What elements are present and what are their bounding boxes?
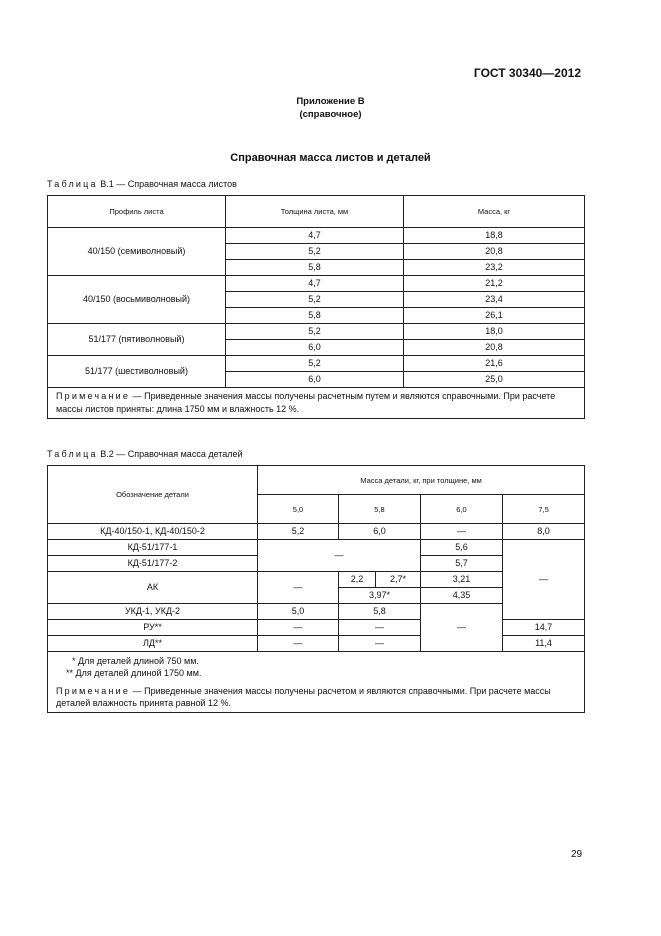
table2-note-row	[48, 652, 585, 713]
mass-cell: 5,0	[258, 604, 339, 620]
mass-cell: 23,2	[404, 260, 585, 276]
mass-cell: 23,4	[404, 292, 585, 308]
table2-caption-prefix: Таблица	[47, 449, 98, 459]
mass-cell: 5,2	[258, 524, 339, 540]
table1-header-profile: Профиль листа	[48, 196, 226, 228]
table-row	[48, 524, 585, 540]
table2-header-mass: Масса детали, кг, при толщине, мм	[258, 466, 585, 495]
mass-cell: —	[258, 572, 339, 604]
mass-cell: 20,8	[404, 244, 585, 260]
mass-cell: 14,7	[503, 620, 585, 636]
table-row	[48, 324, 585, 340]
section-title: Справочная масса листов и деталей	[230, 152, 431, 164]
mass-cell: —	[339, 620, 421, 636]
mass-cell: 21,6	[404, 356, 585, 372]
part-name-cell: КД-51/177-1	[48, 540, 258, 556]
mass-cell: —	[421, 524, 503, 540]
mass-cell: —	[339, 636, 421, 652]
sheet-mass-table	[47, 195, 585, 419]
thickness-header: 6,0	[421, 495, 503, 524]
part-name-cell: ЛД**	[48, 636, 258, 652]
footnote-1: * Для деталей длиной 750 мм.	[72, 656, 199, 666]
table2-note-prefix: Примечание	[56, 686, 131, 696]
mass-cell: —	[258, 620, 339, 636]
standard-number: ГОСТ 30340—2012	[473, 66, 581, 80]
part-name-cell: УКД-1, УКД-2	[48, 604, 258, 620]
table-row	[48, 620, 585, 636]
part-name-cell: РУ**	[48, 620, 258, 636]
mass-cell: 6,0	[339, 524, 421, 540]
thickness-cell: 5,2	[226, 324, 404, 340]
thickness-cell: 5,2	[226, 356, 404, 372]
table-row	[48, 636, 585, 652]
table2-note-body	[56, 686, 551, 708]
mass-cell: 8,0	[503, 524, 585, 540]
table1-header-thickness: Толщина листа, мм	[226, 196, 404, 228]
table2-caption	[47, 449, 243, 459]
table2-note-text: — Приведенные значения массы получены расчетом и являются справочными. При расчете массы деталей влажность принята равной 12 %.	[56, 686, 551, 708]
table2-header-part: Обозначение детали	[48, 466, 258, 524]
table1-note-row	[48, 388, 585, 419]
mass-cell: 5,8	[339, 604, 421, 620]
mass-cell: 11,4	[503, 636, 585, 652]
table2-caption-text: В.2 — Справочная масса деталей	[97, 449, 243, 459]
part-name-cell: АК	[48, 572, 258, 604]
thickness-header: 5,8	[339, 495, 421, 524]
mass-cell: 2,2	[339, 572, 376, 588]
mass-cell: 5,6	[421, 540, 503, 556]
thickness-cell: 5,8	[226, 308, 404, 324]
profile-cell: 51/177 (пятиволновый)	[48, 324, 226, 356]
part-name-cell: КД-51/177-2	[48, 556, 258, 572]
footnote-2: ** Для деталей длиной 1750 мм.	[66, 668, 202, 678]
thickness-cell: 4,7	[226, 276, 404, 292]
table1-caption-text: В.1 — Справочная масса листов	[97, 179, 237, 189]
table2-note	[48, 652, 585, 713]
table1-header-row	[48, 196, 585, 228]
part-mass-table	[47, 465, 585, 713]
appendix-heading	[0, 95, 661, 121]
thickness-header: 7,5	[503, 495, 585, 524]
table-row	[48, 540, 585, 556]
thickness-cell: 5,8	[226, 260, 404, 276]
thickness-cell: 4,7	[226, 228, 404, 244]
mass-cell: 21,2	[404, 276, 585, 292]
thickness-cell: 5,2	[226, 292, 404, 308]
table1-header-mass: Масса, кг	[404, 196, 585, 228]
part-name-cell: КД-40/150-1, КД-40/150-2	[48, 524, 258, 540]
mass-cell: 25,0	[404, 372, 585, 388]
page-number: 29	[571, 849, 583, 860]
appendix-subtitle: (справочное)	[299, 109, 362, 120]
profile-cell: 40/150 (семиволновый)	[48, 228, 226, 276]
mass-cell: 18,0	[404, 324, 585, 340]
table-row	[48, 356, 585, 372]
mass-cell: —	[258, 636, 339, 652]
thickness-cell: 6,0	[226, 372, 404, 388]
table1-caption-prefix: Таблица	[47, 179, 98, 189]
table1-note	[48, 388, 585, 419]
mass-cell: 2,7*	[376, 572, 421, 588]
mass-cell: —	[421, 604, 503, 652]
appendix-title: Приложение В	[296, 96, 365, 107]
mass-cell: 5,7	[421, 556, 503, 572]
mass-cell: 3,21	[421, 572, 503, 588]
mass-cell: 26,1	[404, 308, 585, 324]
table1-caption	[47, 179, 237, 189]
mass-cell: —	[258, 540, 421, 572]
profile-cell: 40/150 (восьмиволновый)	[48, 276, 226, 324]
thickness-cell: 5,2	[226, 244, 404, 260]
table1-note-prefix: Примечание	[56, 391, 131, 401]
table2-header-row	[48, 466, 585, 495]
table-row	[48, 228, 585, 244]
mass-cell: 3,97*	[339, 588, 421, 604]
mass-cell: 20,8	[404, 340, 585, 356]
table-row	[48, 276, 585, 292]
profile-cell: 51/177 (шестиволновый)	[48, 356, 226, 388]
thickness-cell: 6,0	[226, 340, 404, 356]
mass-cell: 4,35	[421, 588, 503, 604]
mass-cell: —	[503, 540, 585, 620]
mass-cell: 18,8	[404, 228, 585, 244]
table1-note-text: — Приведенные значения массы получены расчетным путем и являются справочными. При расчете массы листов приняты: длина 1750 мм и влажность 12 %.	[56, 391, 556, 414]
thickness-header: 5,0	[258, 495, 339, 524]
